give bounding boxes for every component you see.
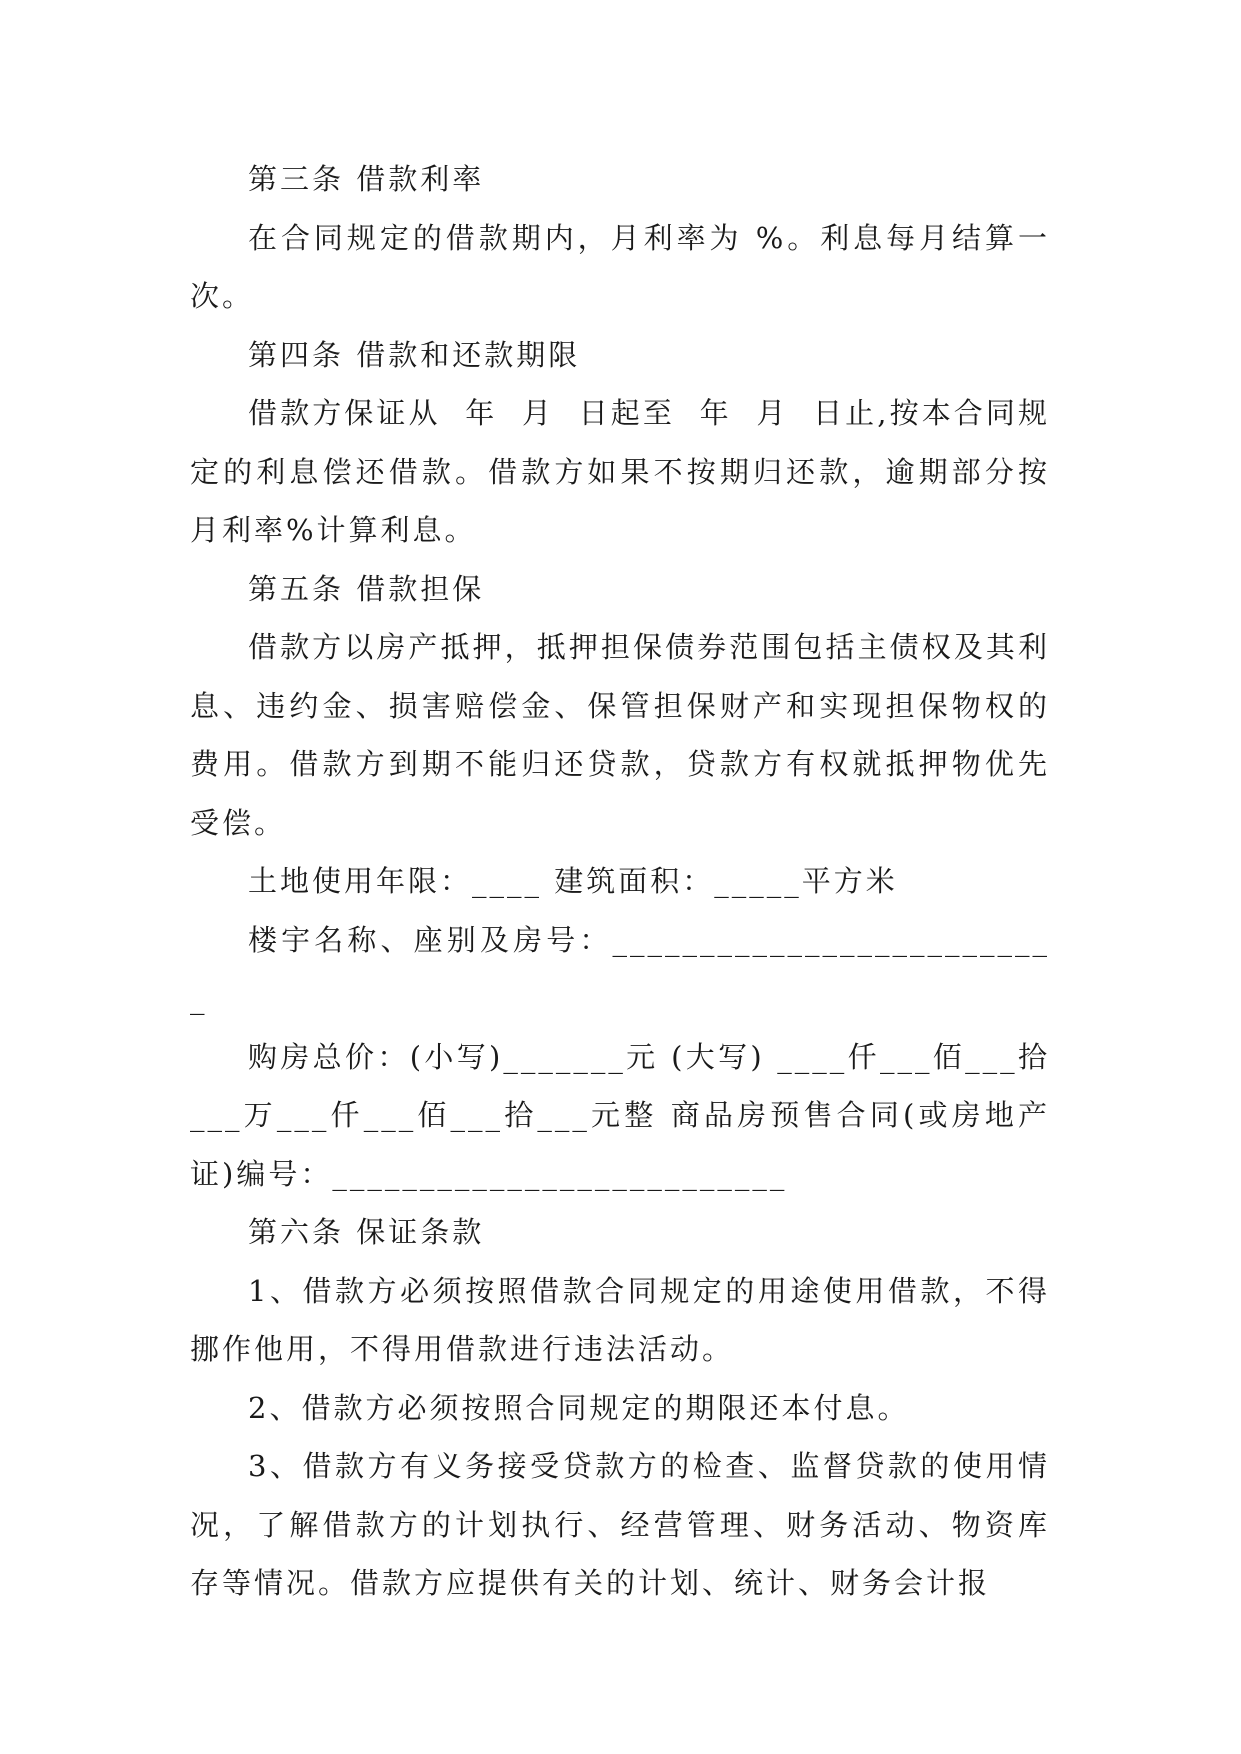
purchase-price-line: 购房总价：(小写)_______元 (大写) ____仟___佰___拾___万___仟___佰___拾___元整 商品房预售合同(或房地产证)编号：__________________________ — [190, 1039, 1050, 1191]
article-5-text: 借款方以房产抵押，抵押担保债券范围包括主债权及其利息、违约金、损害赔偿金、保管担保财产和实现担保物权的费用。借款方到期不能归还贷款，贷款方有权就抵押物优先受偿。 — [190, 630, 1050, 840]
building-name-line: 楼宇名称、座别及房号：__________________________ — [190, 922, 1050, 1015]
article-6-heading: 第六条 保证条款 — [248, 1215, 485, 1249]
article-6-item-3: 3、借款方有义务接受贷款方的检查、监督贷款的使用情况，了解借款方的计划执行、经营管理、财务活动、物资库存等情况。借款方应提供有关的计划、统计、财务会计报 — [190, 1449, 1050, 1600]
article-4-heading: 第四条 借款和还款期限 — [248, 337, 581, 372]
article-6-item-2: 2、借款方必须按照合同规定的期限还本付息。 — [248, 1390, 910, 1425]
article-3-heading: 第三条 借款利率 — [248, 162, 485, 196]
article-5-heading: 第五条 借款担保 — [248, 571, 485, 606]
land-use-line: 土地使用年限：____ 建筑面积：_____平方米 — [248, 864, 898, 898]
article-4-text: 借款方保证从 年 月 日起至 年 月 日止,按本合同规定的利息偿还借款。借款方如果不按期归还款，逾期部分按月利率%计算利息。 — [190, 396, 1050, 547]
article-6-item-1: 1、借款方必须按照借款合同规定的用途使用借款，不得挪作他用，不得用借款进行违法活动。 — [190, 1273, 1050, 1366]
article-3-text: 在合同规定的借款期内，月利率为 %。利息每月结算一次。 — [190, 220, 1050, 313]
contract-body — [190, 150, 1050, 1613]
